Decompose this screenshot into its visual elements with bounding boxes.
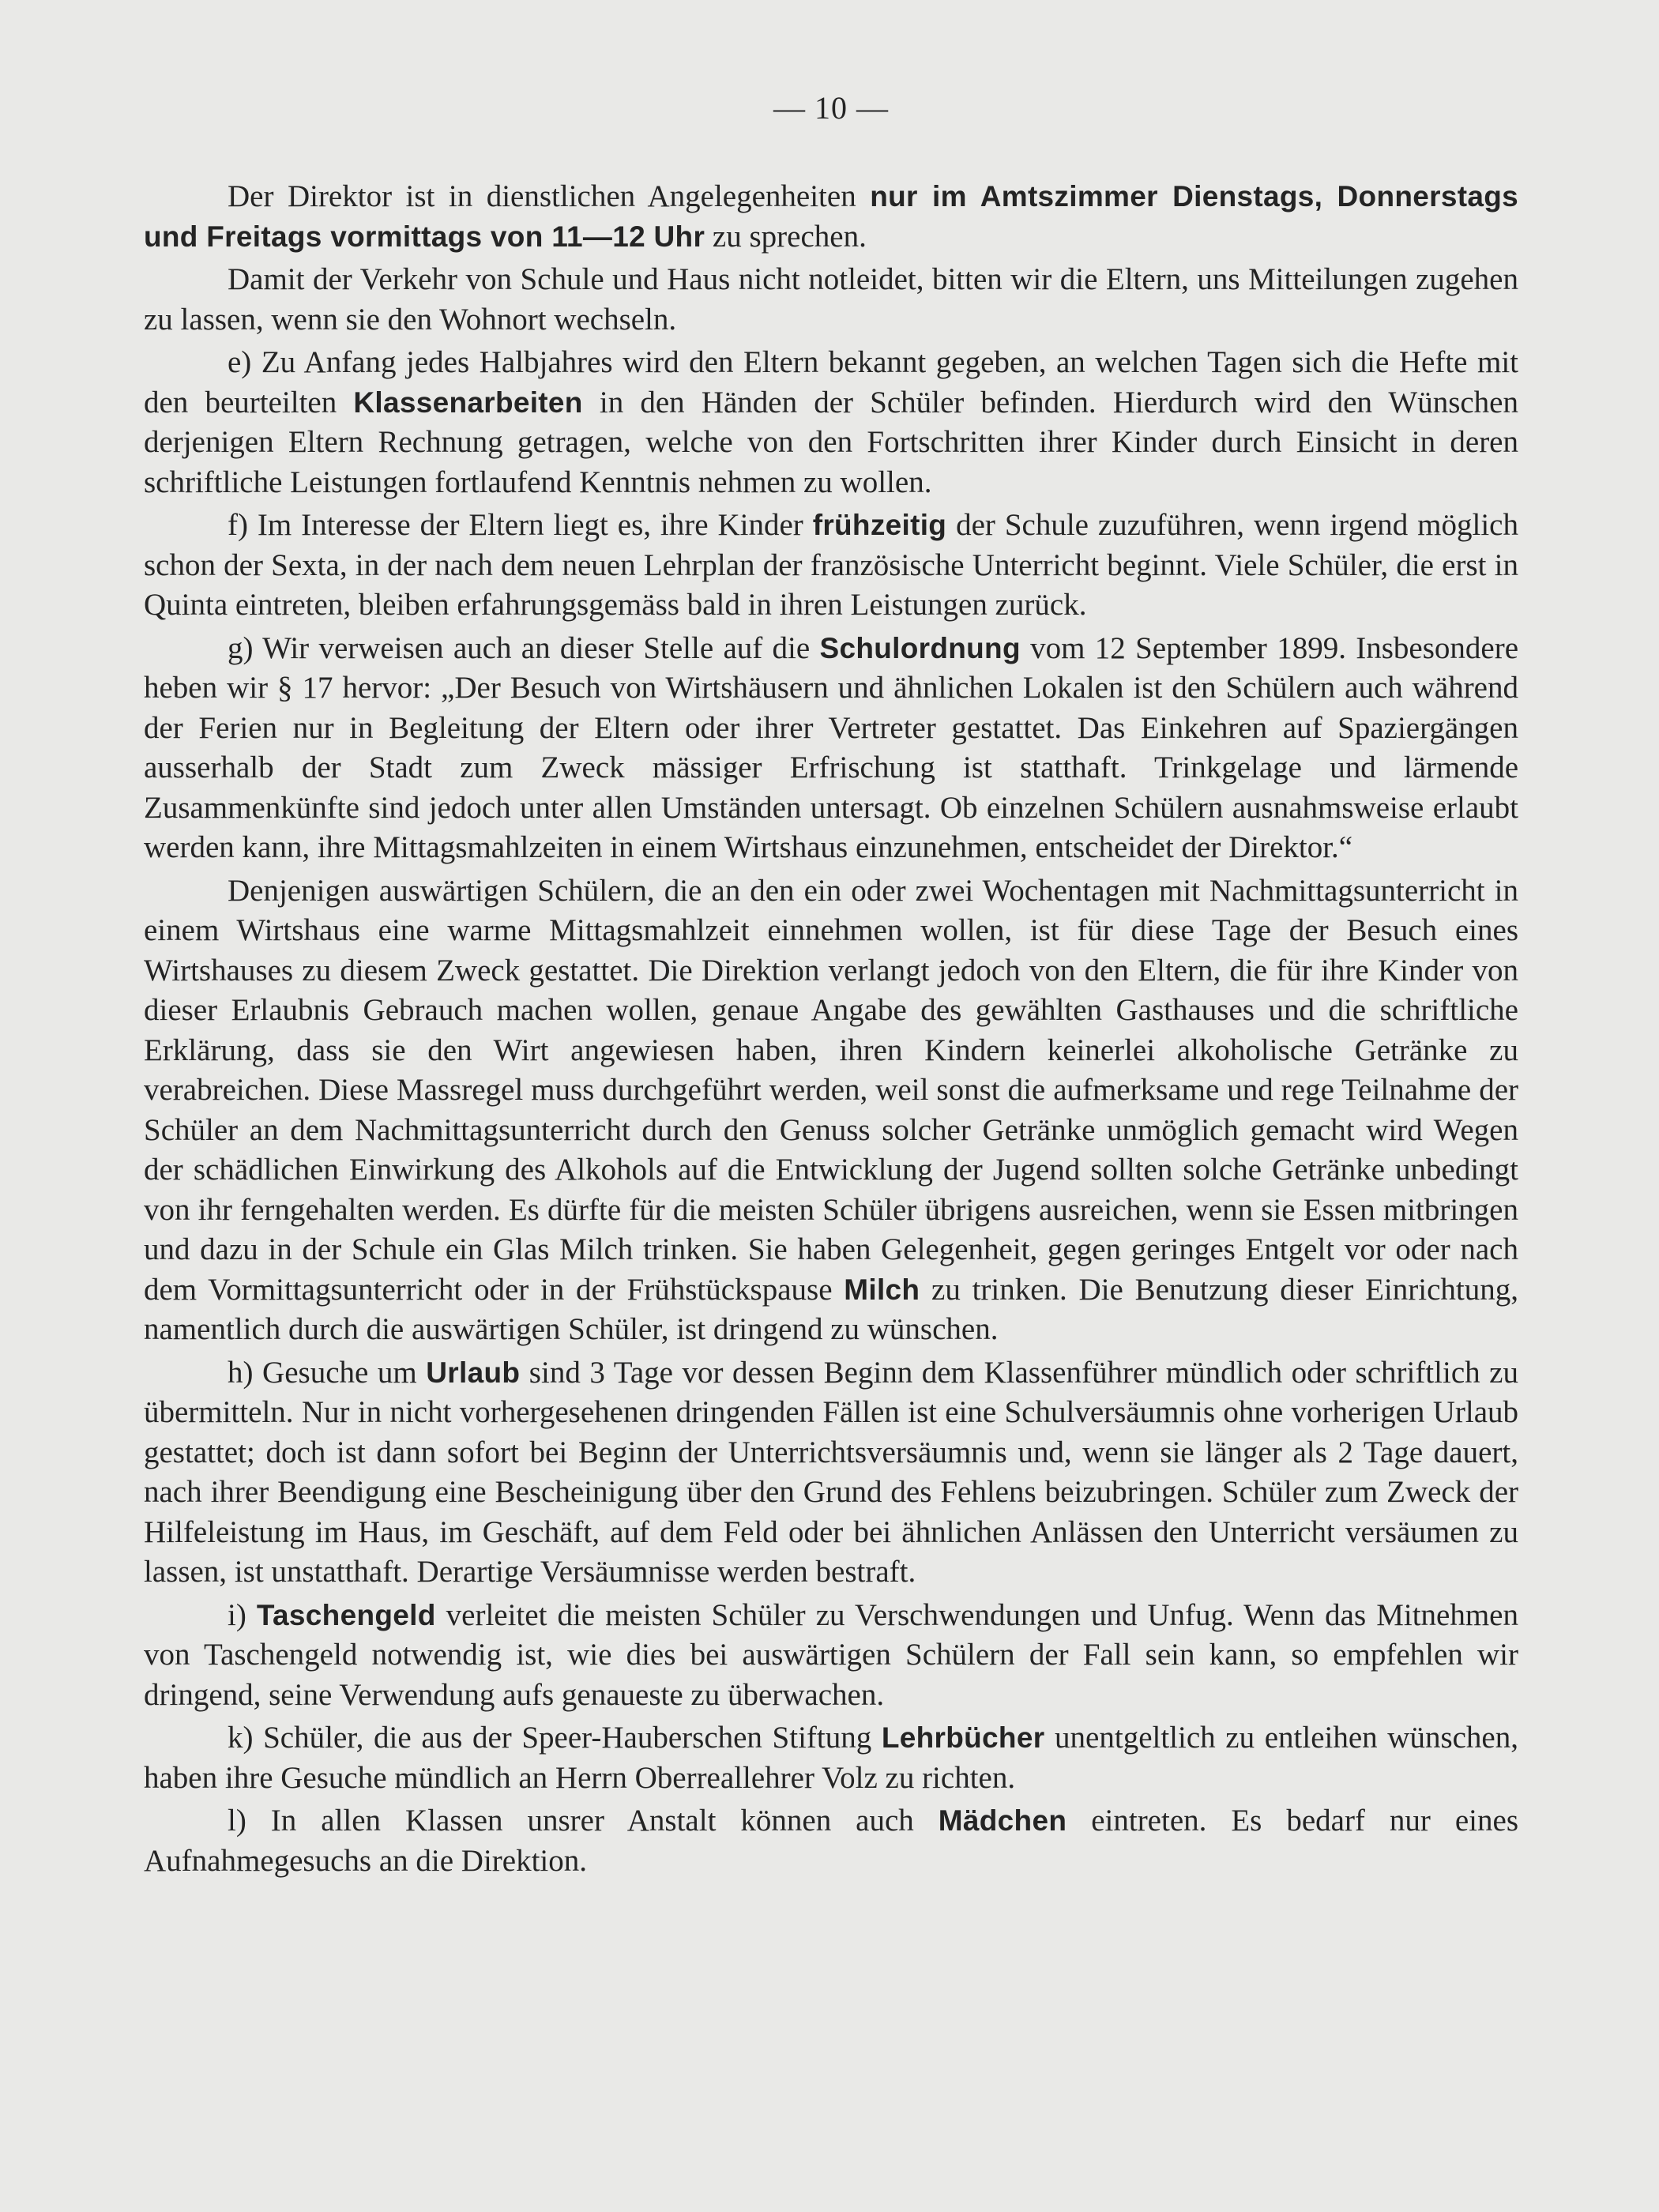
paragraph-h-leave [144,1353,1518,1593]
text-run: Denjenigen auswärtigen Schülern, die an den ein oder zwei Wochentagen mit Nachmittagsunterricht in einem Wirtshaus eine warme Mittagsmahlzeit einnehmen wollen, ist für diese Tage der Besuch eines Wirtshauses zu diesem Zweck gestattet. Die Direktion verlangt jedoch von den Eltern, die für ihre Kinder von dieser Erlaubnis Gebrauch machen wollen, genaue Angabe des gewählten Gasthauses und die schriftliche Erklärung, dass sie den Wirt angewiesen haben, ihren Kindern keinerlei alkoholische Getränke zu verabreichen. Diese Massregel muss durchgeführt werden, weil sonst die aufmerksame und rege Teilnahme der Schüler an dem Nachmittagsunterricht durch den Genuss solcher Getränke unmöglich gemacht wird Wegen der schädlichen Einwirkung des Alkohols auf die Entwicklung der Jugend sollten solche Getränke unbedingt von ihr ferngehalten werden. Es dürfte für die meisten Schüler übrigens ausreichen, wenn sie Essen mitbringen und dazu in der Schule ein Glas Milch trinken. Sie haben Gelegenheit, gegen geringes Entgelt vor oder nach dem Vormittagsunterricht oder in der Frühstückspause [144,873,1518,1307]
paragraph-e-class-work [144,343,1518,502]
text-run: f) Im Interesse der Eltern liegt es, ihre Kinder [228,508,813,542]
text-run: sind 3 Tage vor dessen Beginn dem Klassenführer mündlich oder schriftlich zu übermitteln. Nur in nicht vorhergesehenen dringenden Fällen ist eine Schulversäumnis ohne vorherigen Urlaub gestattet; doch ist dann sofort bei Beginn der Unterrichtsversäumnis und, wenn sie länger als 2 Tage dauert, nach ihrer Beendigung eine Bescheinigung über den Grund des Fehlens beizubringen. Schüler zum Zweck der Hilfeleistung im Haus, im Geschäft, auf dem Feld oder bei ähnlichen Anlässen den Unterricht versäumen zu lassen, ist unstatthaft. Derartige Versäumnisse werden bestraft. [144,1355,1518,1589]
paragraph-f-early-entry [144,506,1518,626]
paragraph-change-of-residence [144,260,1518,340]
page-number: — 10 — [773,90,889,126]
text-run: in den Händen der Schüler befinden. Hierdurch wird den Wünschen derjenigen Eltern Rechnung getragen, welche von den Fortschritten ihrer Kinder durch Einsicht in deren schriftliche Leistungen fortlaufend Kenntnis nehmen zu wollen. [144,385,1518,499]
bold-urlaub: Urlaub [426,1356,521,1389]
text-run: unentgeltlich zu entleihen wünschen, haben ihre Gesuche mündlich an Herrn Oberreallehrer Volz zu richten. [144,1721,1518,1795]
bold-klassenarbeiten: Klassenarbeiten [353,386,583,419]
text-run: eintreten. Es bedarf nur eines Aufnahmegesuchs an die Direktion. [144,1804,1518,1878]
bold-taschengeld: Taschengeld [256,1598,436,1631]
paragraph-g-school-rules [144,629,1518,868]
text-run: h) Gesuche um [228,1355,427,1390]
text-run: verleitet die meisten Schüler zu Verschwendungen und Unfug. Wenn das Mitnehmen von Taschengeld notwendig ist, wie dies bei auswärtigen Schülern der Fall sein kann, so empfehlen wir dringend, seine Verwendung aufs genaueste zu überwachen. [144,1597,1518,1712]
bold-fruehzeitig: frühzeitig [812,509,947,541]
text-run: e) Zu Anfang jedes Halbjahres wird den Eltern bekannt gegeben, an welchen Tagen sich die Hefte mit den beurteilten [144,345,1518,419]
paragraph-k-textbooks [144,1718,1518,1798]
paragraph-director-hours [144,177,1518,257]
text-run: k) Schüler, die aus der Speer-Hauberschen Stiftung [228,1721,882,1755]
text-run: l) In allen Klassen unsrer Anstalt können auch [228,1804,939,1838]
text-run: i) [228,1597,257,1632]
text-run: g) Wir verweisen auch an dieser Stelle auf die [228,630,820,665]
text-run: zu sprechen. [705,219,867,254]
bold-milch: Milch [844,1273,920,1306]
text-run: Damit der Verkehr von Schule und Haus nicht notleidet, bitten wir die Eltern, uns Mitteilungen zugehen zu lassen, wenn sie den Wohnort wechseln. [144,262,1518,337]
paragraph-i-pocket-money [144,1596,1518,1716]
paragraph-lunch-rules [144,871,1518,1350]
bold-schulordnung: Schulordnung [819,631,1021,664]
text-run: Der Direktor ist in dienstlichen Angelegenheiten [228,179,871,213]
bold-office-hours: nur im Amtszimmer Dienstags, Donnerstags und Freitags vormittags von 11—12 Uhr [144,180,1518,253]
text-run: vom 12 September 1899. Insbesondere heben wir § 17 hervor: „Der Besuch von Wirtshäusern und ähnlichen Lokalen ist den Schülern auch während der Ferien nur in Begleitung der Eltern oder ihrer Vertreter gestattet. Das Einkehren auf Spaziergängen ausserhalb der Stadt zum Zweck mässiger Erfrischung ist statthaft. Trinkgelage und lärmende Zusammenkünfte sind jedoch unter allen Umständen untersagt. Ob einzelnen Schülern ausnahmsweise erlaubt werden kann, ihre Mittagsmahlzeiten in einem Wirtshaus einzunehmen, entscheidet der Direktor.“ [144,630,1519,864]
text-run: zu trinken. Die Benutzung dieser Einrichtung, namentlich durch die auswärtigen Schüler, ist dringend zu wünschen. [144,1272,1518,1346]
text-run: der Schule zuzuführen, wenn irgend möglich schon der Sexta, in der nach dem neuen Lehrplan der französische Unterricht beginnt. Viele Schüler, die erst in Quinta eintreten, bleiben erfahrungsgemäss bald in ihren Leistungen zurück. [144,508,1518,622]
bold-maedchen: Mädchen [938,1804,1067,1837]
paragraph-l-girls [144,1801,1518,1881]
bold-lehrbuecher: Lehrbücher [881,1721,1045,1754]
